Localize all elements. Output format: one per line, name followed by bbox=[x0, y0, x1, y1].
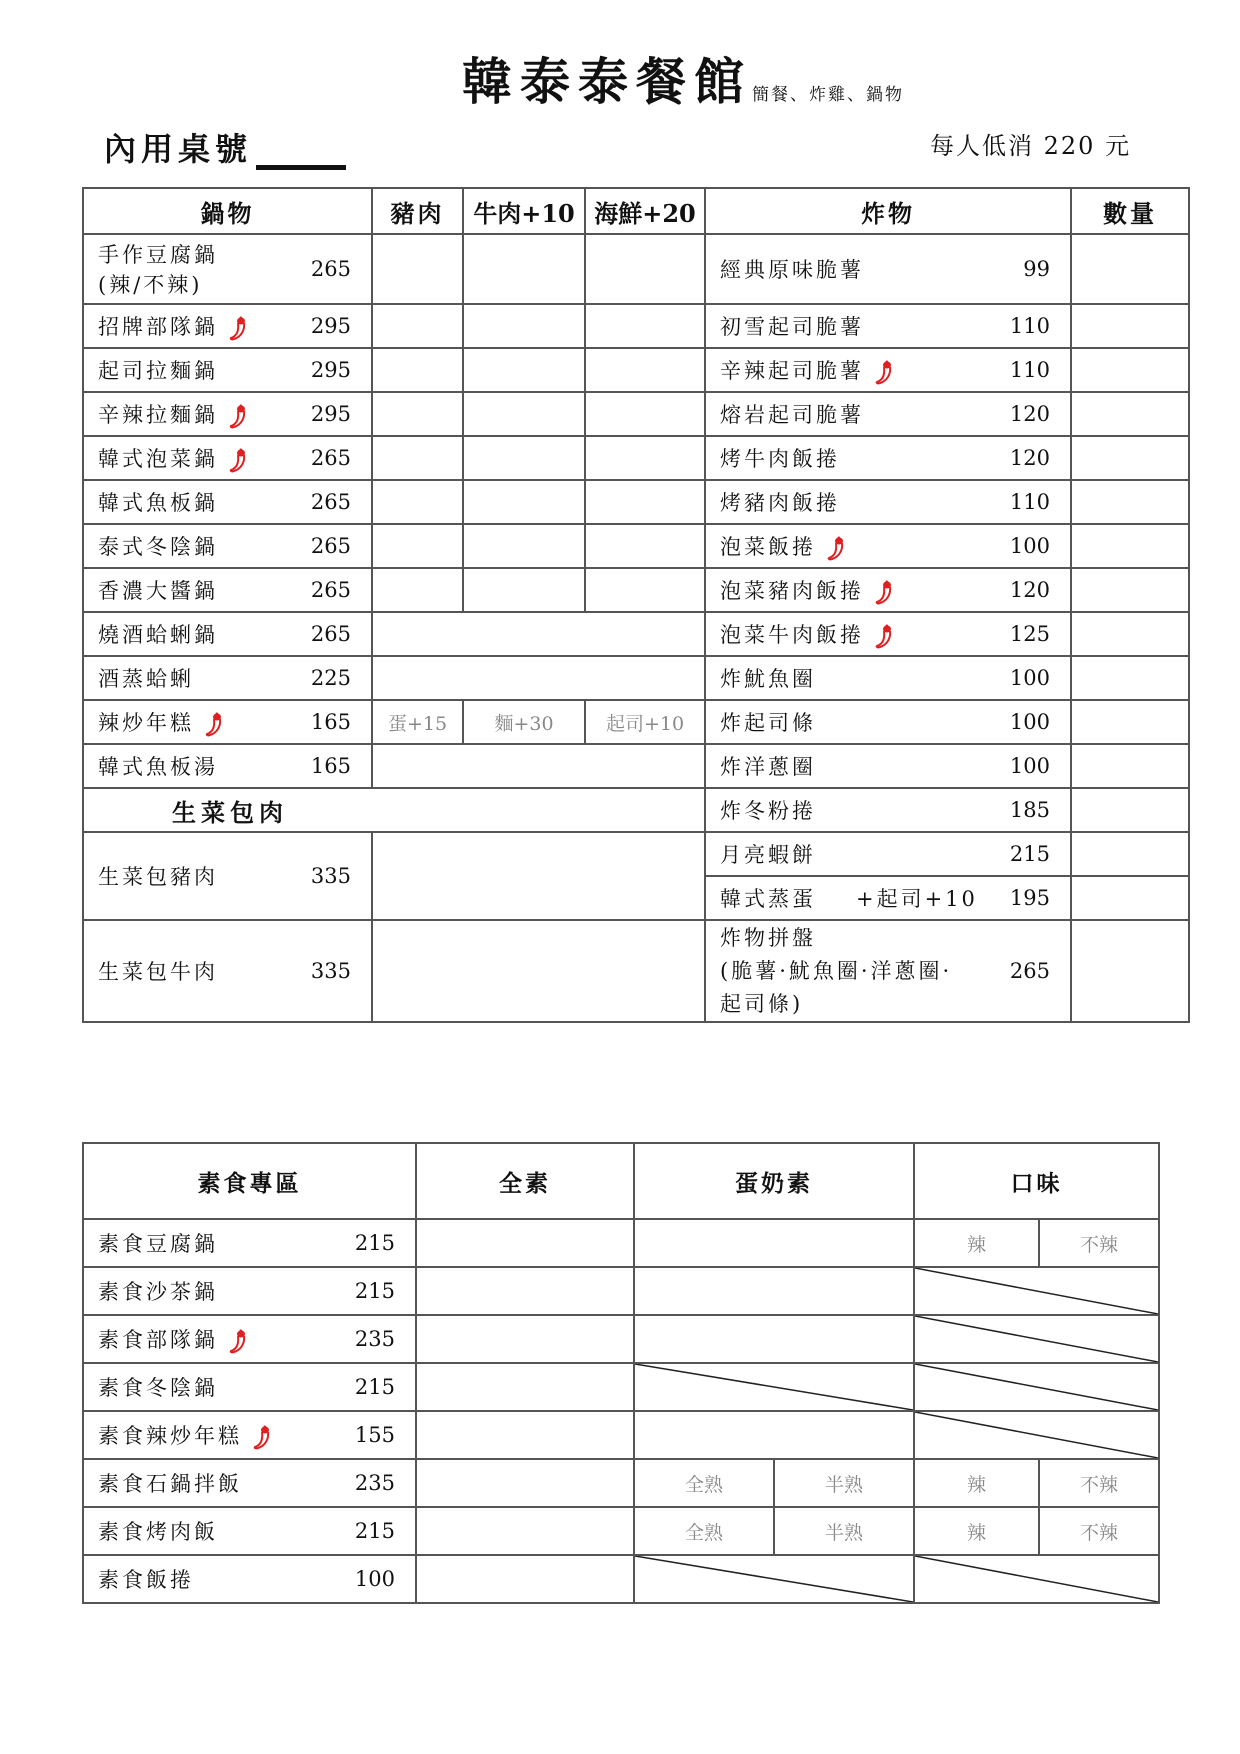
quantity-cell[interactable] bbox=[1071, 436, 1189, 480]
order-cell[interactable] bbox=[585, 480, 705, 524]
spicy-option[interactable] bbox=[914, 1219, 1039, 1267]
item-price: 120 bbox=[1009, 578, 1050, 602]
item-price: 100 bbox=[1009, 666, 1050, 690]
item-price: 265 bbox=[310, 534, 351, 558]
item-name: 香濃大醬鍋 bbox=[98, 579, 218, 603]
item-name: 素食冬陰鍋 bbox=[98, 1376, 218, 1400]
spicy-option[interactable] bbox=[914, 1459, 1039, 1507]
item-name: 素食石鍋拌飯 bbox=[98, 1472, 242, 1496]
item-price: 265 bbox=[310, 578, 351, 602]
item-price: 215 bbox=[354, 1519, 395, 1543]
vegan-cell[interactable] bbox=[416, 1363, 634, 1411]
half-done-option[interactable] bbox=[774, 1507, 914, 1555]
item-price: 215 bbox=[354, 1279, 395, 1303]
vegan-cell[interactable] bbox=[416, 1267, 634, 1315]
item-name: 起司拉麵鍋 bbox=[98, 359, 218, 383]
item-name: 烤牛肉飯捲 bbox=[720, 447, 840, 471]
fried-item bbox=[705, 348, 1071, 392]
order-cell[interactable] bbox=[463, 524, 585, 568]
item-name: 泡菜豬肉飯捲 bbox=[720, 578, 864, 603]
flavor-na bbox=[914, 1411, 1159, 1459]
quantity-cell[interactable] bbox=[1071, 392, 1189, 436]
chili-icon bbox=[826, 535, 846, 561]
item-name: 酒蒸蛤蜊 bbox=[98, 667, 194, 691]
diagonal-line bbox=[635, 1556, 913, 1602]
item-price: 265 bbox=[310, 490, 351, 514]
item-price: 120 bbox=[1009, 402, 1050, 426]
item-name: 炸起司條 bbox=[720, 711, 816, 735]
quantity-cell[interactable] bbox=[1071, 832, 1189, 876]
fried-item bbox=[705, 234, 1071, 304]
diagonal-line bbox=[635, 1364, 913, 1410]
item-name: 素食部隊鍋 bbox=[98, 1327, 218, 1352]
veg-item bbox=[83, 1411, 416, 1459]
fried-item bbox=[705, 304, 1071, 348]
fried-item bbox=[705, 700, 1071, 744]
option-label: 麵+30 bbox=[494, 712, 554, 735]
chili-icon bbox=[228, 1328, 248, 1354]
order-cell[interactable] bbox=[372, 656, 705, 700]
header-beef: 牛肉+10 bbox=[463, 188, 585, 234]
flavor-na bbox=[914, 1267, 1159, 1315]
item-price: 155 bbox=[354, 1423, 395, 1447]
item-price: 225 bbox=[310, 666, 351, 690]
item-price: 125 bbox=[1009, 622, 1050, 646]
item-price: 195 bbox=[1009, 886, 1050, 910]
item-name: 素食辣炒年糕 bbox=[98, 1423, 242, 1448]
item-name: 泡菜飯捲 bbox=[720, 534, 816, 559]
chili-icon bbox=[228, 447, 248, 473]
chili-icon bbox=[252, 1424, 272, 1450]
diagonal-line bbox=[915, 1412, 1158, 1458]
chili-icon bbox=[874, 623, 894, 649]
vegan-cell[interactable] bbox=[416, 1459, 634, 1507]
table-number-blank[interactable] bbox=[256, 135, 346, 170]
section-title: 生菜包肉 bbox=[172, 797, 288, 827]
diagonal-line bbox=[915, 1316, 1158, 1362]
option-label: 不辣 bbox=[1079, 1473, 1118, 1496]
order-cell[interactable] bbox=[463, 392, 585, 436]
item-name: 生菜包牛肉 bbox=[98, 960, 218, 984]
item-price: 120 bbox=[1009, 446, 1050, 470]
option-label: 半熟 bbox=[824, 1521, 863, 1544]
veg-item bbox=[83, 1555, 416, 1603]
vegan-cell[interactable] bbox=[416, 1507, 634, 1555]
spicy-option[interactable] bbox=[914, 1507, 1039, 1555]
item-name: 韓式魚板湯 bbox=[98, 755, 218, 779]
vegan-cell[interactable] bbox=[416, 1411, 634, 1459]
ovo-cell[interactable] bbox=[634, 1315, 914, 1363]
hotpot-item bbox=[83, 568, 372, 612]
table-number-text: 內用桌號 bbox=[104, 130, 253, 168]
option-label: 不辣 bbox=[1079, 1521, 1118, 1544]
quantity-cell[interactable] bbox=[1071, 480, 1189, 524]
ovo-cell[interactable] bbox=[634, 1219, 914, 1267]
flavor-na bbox=[914, 1555, 1159, 1603]
hotpot-item bbox=[83, 392, 372, 436]
ovo-na bbox=[634, 1363, 914, 1411]
veg-item bbox=[83, 1459, 416, 1507]
item-price: 165 bbox=[310, 754, 351, 778]
quantity-cell[interactable] bbox=[1071, 876, 1189, 920]
option-label: 半熟 bbox=[824, 1473, 863, 1496]
order-cell[interactable] bbox=[463, 568, 585, 612]
hotpot-item bbox=[83, 524, 372, 568]
fried-item bbox=[705, 436, 1071, 480]
quantity-cell[interactable] bbox=[1071, 234, 1189, 304]
order-cell[interactable] bbox=[372, 612, 705, 656]
item-price: 295 bbox=[310, 314, 351, 338]
fried-item bbox=[705, 920, 1071, 1022]
order-cell[interactable] bbox=[372, 832, 705, 920]
item-price: 110 bbox=[1009, 358, 1050, 382]
fried-item bbox=[705, 524, 1071, 568]
table-number-label bbox=[104, 124, 346, 170]
fried-item bbox=[705, 392, 1071, 436]
item-name: 招牌部隊鍋 bbox=[98, 314, 218, 339]
fried-item bbox=[705, 568, 1071, 612]
veg-item bbox=[83, 1315, 416, 1363]
vegan-cell[interactable] bbox=[416, 1555, 634, 1603]
item-price: 215 bbox=[1009, 842, 1050, 866]
tteok-option[interactable] bbox=[372, 700, 463, 744]
header-vegan: 全素 bbox=[416, 1143, 634, 1219]
quantity-cell[interactable] bbox=[1071, 700, 1189, 744]
item-price: 110 bbox=[1009, 490, 1050, 514]
option-label: 辣 bbox=[966, 1521, 986, 1544]
item-name: 炸冬粉捲 bbox=[720, 799, 816, 823]
item-name: 韓式蒸蛋 bbox=[720, 887, 816, 911]
header-fried: 炸物 bbox=[705, 188, 1071, 234]
hotpot-item bbox=[83, 348, 372, 392]
order-cell[interactable] bbox=[585, 568, 705, 612]
item-name: 辛辣拉麵鍋 bbox=[98, 402, 218, 427]
item-name: 韓式泡菜鍋 bbox=[98, 446, 218, 471]
order-cell[interactable] bbox=[463, 234, 585, 304]
item-price: 265 bbox=[310, 446, 351, 470]
chili-icon bbox=[874, 359, 894, 385]
diagonal-line bbox=[915, 1268, 1158, 1314]
order-cell[interactable] bbox=[372, 348, 463, 392]
diagonal-line bbox=[915, 1364, 1158, 1410]
item-price: 235 bbox=[354, 1327, 395, 1351]
item-price: 295 bbox=[310, 358, 351, 382]
order-cell[interactable] bbox=[585, 436, 705, 480]
header-ovo-lacto: 蛋奶素 bbox=[634, 1143, 914, 1219]
item-addon: +起司+10 bbox=[856, 887, 978, 911]
order-cell[interactable] bbox=[585, 392, 705, 436]
item-name: 辣炒年糕 bbox=[98, 710, 194, 735]
chili-icon bbox=[874, 579, 894, 605]
vegetarian-table bbox=[82, 1142, 1160, 1604]
vegan-cell[interactable] bbox=[416, 1219, 634, 1267]
item-price: 215 bbox=[354, 1231, 395, 1255]
quantity-cell[interactable] bbox=[1071, 920, 1189, 1022]
chili-icon bbox=[228, 403, 248, 429]
veg-item bbox=[83, 1219, 416, 1267]
tteok-option[interactable] bbox=[585, 700, 705, 744]
item-price: 215 bbox=[354, 1375, 395, 1399]
hotpot-item bbox=[83, 234, 372, 304]
header-quantity: 數量 bbox=[1071, 188, 1189, 234]
item-name: 炸物拼盤 bbox=[720, 925, 816, 950]
item-name: 生菜包豬肉 bbox=[98, 865, 218, 889]
item-name: 素食烤肉飯 bbox=[98, 1520, 218, 1544]
hotpot-item bbox=[83, 744, 372, 788]
item-price: 335 bbox=[310, 864, 351, 888]
quantity-cell[interactable] bbox=[1071, 656, 1189, 700]
option-label: 辣 bbox=[966, 1233, 986, 1256]
option-label: 不辣 bbox=[1079, 1233, 1118, 1256]
item-name: 泰式冬陰鍋 bbox=[98, 535, 218, 559]
order-cell[interactable] bbox=[463, 304, 585, 348]
option-label: 全熟 bbox=[684, 1521, 723, 1544]
item-price: 265 bbox=[310, 257, 351, 281]
item-note: (辣/不辣) bbox=[98, 273, 203, 297]
item-price: 100 bbox=[1009, 534, 1050, 558]
hotpot-item bbox=[83, 700, 372, 744]
main-menu-table bbox=[82, 187, 1190, 1023]
quantity-cell[interactable] bbox=[1071, 568, 1189, 612]
flavor-na bbox=[914, 1315, 1159, 1363]
hotpot-item bbox=[83, 656, 372, 700]
item-price: 335 bbox=[310, 959, 351, 983]
fried-item bbox=[705, 480, 1071, 524]
fried-item bbox=[705, 612, 1071, 656]
order-cell[interactable] bbox=[372, 744, 705, 788]
header-vegetarian: 素食專區 bbox=[83, 1143, 416, 1219]
item-price: 110 bbox=[1009, 314, 1050, 338]
hotpot-item bbox=[83, 304, 372, 348]
item-price: 185 bbox=[1009, 798, 1050, 822]
item-name: 泡菜牛肉飯捲 bbox=[720, 622, 864, 647]
well-done-option[interactable] bbox=[634, 1459, 774, 1507]
header-flavor: 口味 bbox=[914, 1143, 1159, 1219]
header-pork: 豬肉 bbox=[372, 188, 463, 234]
option-label: 全熟 bbox=[684, 1473, 723, 1496]
item-name: 經典原味脆薯 bbox=[720, 258, 864, 282]
order-cell[interactable] bbox=[585, 234, 705, 304]
item-price: 295 bbox=[310, 402, 351, 426]
fried-item bbox=[705, 788, 1071, 832]
order-cell[interactable] bbox=[372, 436, 463, 480]
item-name: 月亮蝦餅 bbox=[720, 843, 816, 867]
item-name: 韓式魚板鍋 bbox=[98, 491, 218, 515]
order-cell[interactable] bbox=[585, 304, 705, 348]
half-done-option[interactable] bbox=[774, 1459, 914, 1507]
wrap-item bbox=[83, 920, 372, 1022]
order-cell[interactable] bbox=[372, 524, 463, 568]
item-name: 燒酒蛤蜊鍋 bbox=[98, 623, 218, 647]
item-note: (脆薯·魷魚圈·洋蔥圈· bbox=[720, 958, 953, 983]
quantity-cell[interactable] bbox=[1071, 612, 1189, 656]
header-seafood: 海鮮+20 bbox=[585, 188, 705, 234]
fried-item bbox=[705, 656, 1071, 700]
item-price: 100 bbox=[1009, 710, 1050, 734]
restaurant-subtitle: 簡餐、炸雞、鍋物 bbox=[752, 85, 904, 105]
option-label: 起司+10 bbox=[605, 712, 685, 735]
option-label: 辣 bbox=[966, 1473, 986, 1496]
item-price: 265 bbox=[310, 622, 351, 646]
item-price: 100 bbox=[1009, 754, 1050, 778]
quantity-cell[interactable] bbox=[1071, 348, 1189, 392]
veg-item bbox=[83, 1507, 416, 1555]
not-spicy-option[interactable] bbox=[1039, 1507, 1159, 1555]
ovo-cell[interactable] bbox=[634, 1267, 914, 1315]
veg-item bbox=[83, 1267, 416, 1315]
wrap-section-title bbox=[83, 788, 705, 832]
order-cell[interactable] bbox=[463, 348, 585, 392]
item-name: 素食飯捲 bbox=[98, 1568, 194, 1592]
item-price: 235 bbox=[354, 1471, 395, 1495]
quantity-cell[interactable] bbox=[1071, 788, 1189, 832]
item-name: 烤豬肉飯捲 bbox=[720, 491, 840, 515]
order-cell[interactable] bbox=[372, 920, 705, 1022]
option-label: 蛋+15 bbox=[387, 712, 448, 735]
order-cell[interactable] bbox=[463, 436, 585, 480]
tteok-option[interactable] bbox=[463, 700, 585, 744]
vegan-cell[interactable] bbox=[416, 1315, 634, 1363]
item-name: 辛辣起司脆薯 bbox=[720, 358, 864, 383]
order-cell[interactable] bbox=[372, 568, 463, 612]
item-price: 99 bbox=[1023, 257, 1050, 281]
not-spicy-option[interactable] bbox=[1039, 1459, 1159, 1507]
not-spicy-option[interactable] bbox=[1039, 1219, 1159, 1267]
item-name: 初雪起司脆薯 bbox=[720, 315, 864, 339]
item-price: 165 bbox=[310, 710, 351, 734]
hotpot-item bbox=[83, 436, 372, 480]
quantity-cell[interactable] bbox=[1071, 744, 1189, 788]
quantity-cell[interactable] bbox=[1071, 304, 1189, 348]
item-name: 炸洋蔥圈 bbox=[720, 755, 816, 779]
fried-item bbox=[705, 876, 1071, 920]
order-cell[interactable] bbox=[463, 480, 585, 524]
order-cell[interactable] bbox=[372, 480, 463, 524]
item-name: 素食豆腐鍋 bbox=[98, 1232, 218, 1256]
restaurant-title: 韓泰泰餐館 bbox=[462, 52, 752, 111]
well-done-option[interactable] bbox=[634, 1507, 774, 1555]
quantity-cell[interactable] bbox=[1071, 524, 1189, 568]
chili-icon bbox=[204, 711, 224, 737]
item-price: 265 bbox=[1009, 959, 1050, 983]
order-cell[interactable] bbox=[372, 304, 463, 348]
hotpot-item bbox=[83, 480, 372, 524]
item-note: 起司條) bbox=[720, 991, 804, 1016]
order-cell[interactable] bbox=[585, 348, 705, 392]
wrap-item bbox=[83, 832, 372, 920]
item-name: 手作豆腐鍋 bbox=[98, 243, 218, 267]
chili-icon bbox=[228, 315, 248, 341]
fried-item bbox=[705, 744, 1071, 788]
diagonal-line bbox=[915, 1556, 1158, 1602]
hotpot-item bbox=[83, 612, 372, 656]
flavor-na bbox=[914, 1363, 1159, 1411]
order-cell[interactable] bbox=[372, 234, 463, 304]
ovo-na bbox=[634, 1555, 914, 1603]
item-name: 熔岩起司脆薯 bbox=[720, 403, 864, 427]
item-name: 素食沙茶鍋 bbox=[98, 1280, 218, 1304]
order-cell[interactable] bbox=[585, 524, 705, 568]
minimum-charge: 每人低消 220 元 bbox=[930, 132, 1132, 160]
order-cell[interactable] bbox=[372, 392, 463, 436]
item-price: 100 bbox=[354, 1567, 395, 1591]
item-name: 炸魷魚圈 bbox=[720, 667, 816, 691]
header-hotpot: 鍋物 bbox=[83, 188, 372, 234]
fried-item bbox=[705, 832, 1071, 876]
ovo-cell[interactable] bbox=[634, 1411, 914, 1459]
veg-item bbox=[83, 1363, 416, 1411]
